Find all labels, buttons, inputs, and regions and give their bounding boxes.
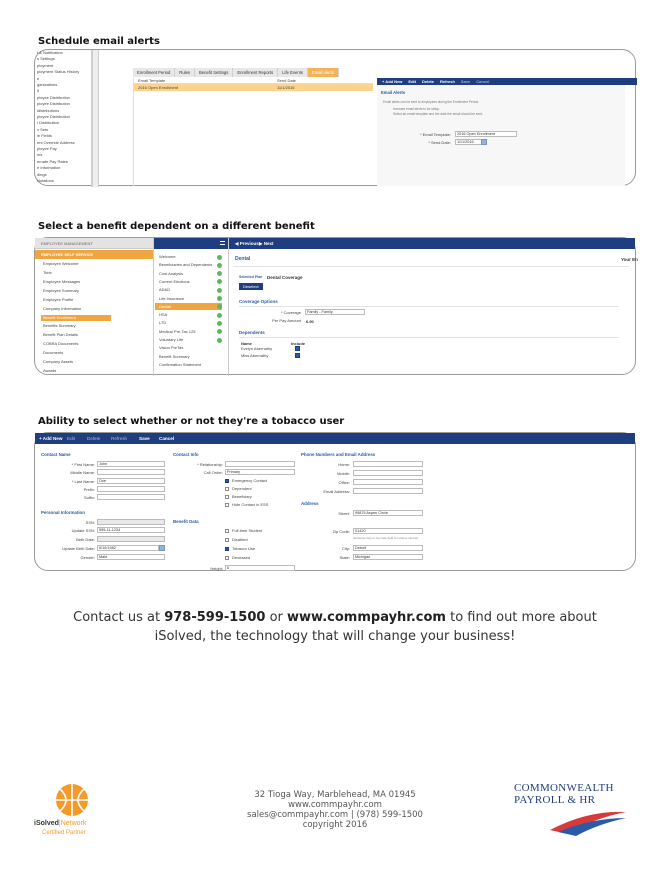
your-enrollment-cut: Your En xyxy=(621,257,638,262)
dependent-name: Evelyn Abernathy xyxy=(241,346,273,351)
beneficiary-checkbox[interactable] xyxy=(225,495,229,499)
isolved-network-logo xyxy=(34,782,114,842)
coverage-options-heading: Coverage Options xyxy=(239,299,278,304)
editor-toolbar xyxy=(377,78,637,85)
nav-item[interactable]: Employee Profile xyxy=(43,296,74,302)
employee-self-service-group[interactable] xyxy=(35,250,153,259)
calendar-icon[interactable] xyxy=(481,139,487,145)
tab-rules[interactable]: Rules xyxy=(175,68,195,77)
status-check-icon xyxy=(217,321,222,326)
last-name-label: * Last Name: xyxy=(71,479,95,484)
edit-button[interactable]: Edit xyxy=(67,436,75,441)
previous-button[interactable]: ◀ Previous xyxy=(235,241,259,246)
contact-line-2: iSolved, the technology that will change your business! xyxy=(154,629,516,644)
footer-email-phone[interactable]: sales@commpayhr.com | (978) 599-1500 xyxy=(247,810,423,820)
email-alerts-screenshot xyxy=(34,49,636,186)
height-label: Height: xyxy=(210,566,223,571)
ssn-input[interactable] xyxy=(97,519,165,525)
per-pay-label: Per Pay Amount xyxy=(272,318,301,323)
step-item[interactable]: Medical Pre-Tax 125 xyxy=(159,328,196,334)
delete-button[interactable]: Delete xyxy=(421,79,434,84)
edit-button[interactable]: Edit xyxy=(408,79,416,84)
include-checkbox[interactable] xyxy=(295,346,300,351)
tab-email-alerts[interactable]: Email Alerts xyxy=(308,68,339,77)
zip-hint: (Hit Enter Key in zip code field to retrieve city list) xyxy=(353,536,419,540)
template-label: * Email Template: xyxy=(419,132,451,137)
grid-cell-date: 11/1/2016 xyxy=(277,84,295,90)
left-menu-item[interactable]: ldistributions xyxy=(37,107,60,113)
home-phone-input[interactable] xyxy=(353,461,423,467)
nav-item[interactable]: Awards xyxy=(43,367,57,373)
step-item[interactable]: HSA xyxy=(159,312,168,318)
hide-contact-checkbox[interactable] xyxy=(225,503,229,507)
left-menu-item[interactable]: s Settings xyxy=(37,56,55,62)
cpr-line-2: PAYROLL & HR xyxy=(514,794,596,806)
left-menu-item[interactable]: ployee Pay xyxy=(37,146,57,151)
left-menu-item[interactable]: e Information xyxy=(37,165,61,171)
save-button[interactable]: Save xyxy=(460,79,471,84)
address-heading: Address xyxy=(301,501,319,506)
step-item[interactable]: Cost Analysis xyxy=(159,270,184,276)
street-label: Street: xyxy=(338,511,350,516)
contact-pre: Contact us at xyxy=(73,610,165,625)
save-button[interactable]: Save xyxy=(139,436,150,441)
first-name-input[interactable]: John xyxy=(97,461,165,467)
suffix-label: Suffix: xyxy=(83,495,95,500)
step-item[interactable]: Vision PreTax xyxy=(159,345,184,351)
status-check-icon xyxy=(217,313,222,318)
left-menu-item[interactable]: ernate Pay Rates xyxy=(37,158,68,164)
left-menu-item[interactable]: ployee Distribution xyxy=(37,94,70,100)
section-title-dependent-benefit: Select a benefit dependent on a different benefit xyxy=(38,221,315,232)
template-select[interactable]: 2016 Open Enrollment xyxy=(455,131,517,137)
dependent-label: Dependent xyxy=(232,486,252,491)
employee-management-header[interactable] xyxy=(35,238,153,249)
dep-header-include: Include xyxy=(291,341,306,346)
editor-pane xyxy=(377,85,625,186)
nav-item[interactable]: Employee Messages xyxy=(43,278,81,284)
calendar-icon[interactable] xyxy=(159,545,165,551)
section-title-tobacco: Ability to select whether or not they're a tobacco user xyxy=(38,416,345,427)
phone-email-heading: Phone Numbers and Email Address xyxy=(301,452,376,457)
call-order-label: Call Order: xyxy=(203,470,223,475)
tab-enrollment-reports[interactable]: Enrollment Reports xyxy=(233,68,278,77)
contact-line-1 xyxy=(0,608,670,628)
selected-plan-label: Selected Plan xyxy=(239,275,263,279)
step-item[interactable]: Current Elections xyxy=(159,278,190,284)
tab-enrollment-period[interactable]: Enrollment Period xyxy=(133,68,175,77)
left-menu-item[interactable]: ployee Distribution xyxy=(37,101,70,107)
contact-name-heading: Contact Name xyxy=(41,452,71,457)
selected-plan-value: Dental Coverage xyxy=(267,275,303,280)
middle-name-input[interactable] xyxy=(97,469,165,475)
nav-item[interactable]: Benefit Plan Details xyxy=(43,332,78,338)
enrollment-tabs xyxy=(133,68,339,77)
deceased-checkbox[interactable] xyxy=(225,556,229,560)
office-label: Office: xyxy=(338,480,350,485)
step-item[interactable]: Beneficiaries and Dependents xyxy=(159,262,213,268)
cancel-button[interactable]: Cancel xyxy=(159,436,175,441)
next-button[interactable]: ▶ Next xyxy=(259,241,274,246)
footer-web[interactable]: www.commpayhr.com xyxy=(288,800,382,810)
pane-description: Email alerts can be sent to employees during the Enrollment Period. xyxy=(383,100,480,104)
disabled-label: Disabled xyxy=(232,537,248,542)
contact-info-heading: Contact Info xyxy=(173,452,199,457)
office-phone-input[interactable] xyxy=(353,479,423,485)
status-check-icon xyxy=(217,255,222,260)
email-template-grid xyxy=(133,78,373,186)
step-item[interactable]: Benefit Summary xyxy=(159,353,190,359)
swoosh-icon xyxy=(548,808,628,836)
per-pay-value: 6.90 xyxy=(306,319,314,324)
contact-post: to find out more about xyxy=(445,610,597,625)
steps-header xyxy=(154,238,228,249)
zip-label: Zip Code: xyxy=(332,529,350,534)
enrollment-steps xyxy=(153,238,229,376)
mobile-phone-input[interactable] xyxy=(353,470,423,476)
nav-item[interactable]: Documents xyxy=(43,350,64,355)
pane-nav-bar xyxy=(229,238,635,249)
certified-partner: Certified Partner xyxy=(42,830,86,836)
dental-pane xyxy=(229,238,638,376)
left-menu-item[interactable]: x Sets xyxy=(37,126,49,132)
status-check-icon xyxy=(217,296,222,301)
coverage-select[interactable]: Family - Family xyxy=(305,309,365,315)
dependent-name: Miss Abernathy xyxy=(241,353,269,358)
suffix-input[interactable] xyxy=(97,494,165,500)
left-menu-item[interactable]: Il xyxy=(37,88,39,94)
state-label: State: xyxy=(339,555,350,560)
state-select[interactable]: Michigan xyxy=(353,554,423,560)
add-new-button[interactable]: + Add New xyxy=(382,79,403,84)
nav-item[interactable]: Employee Summary xyxy=(43,287,80,293)
cpr-line-1: COMMONWEALTH xyxy=(514,782,614,794)
relationship-select[interactable] xyxy=(225,461,295,467)
pane-bullet: Select an email template and the date the email should be sent. xyxy=(393,112,483,116)
dependents-heading: Dependents xyxy=(239,330,265,335)
left-menu-item[interactable]: dings xyxy=(37,171,47,177)
grid-header-template[interactable]: Email Template xyxy=(138,78,166,83)
left-menu-item[interactable]: ent Override Address xyxy=(37,139,75,145)
contact-phone[interactable]: 978-599-1500 xyxy=(164,610,266,625)
footer-address-block xyxy=(215,790,455,830)
step-item[interactable]: Dental xyxy=(159,303,171,309)
update-ssn-input[interactable]: 555-11-1234 xyxy=(97,527,165,533)
deselect-button[interactable]: Deselect xyxy=(239,283,263,290)
include-checkbox[interactable] xyxy=(295,353,300,358)
birth-date-label: Birth Date: xyxy=(76,537,95,542)
isolved-wordmark: iSolved|Network xyxy=(34,820,87,827)
dep-header-name: Name xyxy=(241,341,252,346)
dental-heading: Dental xyxy=(235,256,251,262)
update-ssn-label: Update SSN: xyxy=(71,528,95,533)
last-name-input[interactable]: Doe xyxy=(97,478,165,484)
ssn-label: SSN: xyxy=(85,520,95,525)
update-birth-label: Update Birth Date: xyxy=(62,546,95,551)
dependent-checkbox[interactable] xyxy=(225,487,229,491)
email-alert-editor xyxy=(377,78,637,186)
gender-label: Gender: xyxy=(80,555,95,560)
left-menu-item[interactable]: le Fields xyxy=(37,133,52,139)
emergency-contact-checkbox[interactable] xyxy=(225,479,229,483)
benefit-data-heading: Benefit Data xyxy=(173,519,199,524)
coverage-label: * Coverage xyxy=(280,310,301,315)
left-menu-item[interactable]: ployment xyxy=(37,62,54,68)
status-check-icon xyxy=(217,338,222,343)
deceased-label: Deceased xyxy=(232,555,251,560)
left-menu-scrollbar[interactable] xyxy=(93,50,99,187)
left-menu-item[interactable]: ganizations xyxy=(37,82,58,87)
prefix-input[interactable] xyxy=(97,486,165,492)
step-item[interactable]: Life Insurance xyxy=(159,295,185,301)
city-select[interactable]: Detroit xyxy=(353,545,423,551)
email-label: Email Address: xyxy=(323,489,350,494)
send-date-input[interactable]: 11/1/2016 xyxy=(455,139,483,145)
street-input[interactable]: 99876 Aspen Circle xyxy=(353,510,423,516)
disabled-checkbox[interactable] xyxy=(225,538,229,542)
step-item[interactable]: Confirmation Statement xyxy=(159,361,202,367)
tab-life-events[interactable]: Life Events xyxy=(278,68,308,77)
list-icon[interactable] xyxy=(220,241,225,245)
first-name-label: * First Name: xyxy=(71,462,95,467)
status-check-icon xyxy=(217,279,222,284)
contact-url[interactable]: www.commpayhr.com xyxy=(287,610,446,625)
relationship-label: * Relationship: xyxy=(197,462,223,467)
status-check-icon xyxy=(217,271,222,276)
contact-form-screenshot xyxy=(34,432,636,571)
send-date-label: * Send Date: xyxy=(428,140,451,145)
tobacco-use-label: Tobacco Use xyxy=(232,546,256,551)
beneficiary-label: Beneficiary xyxy=(232,494,252,499)
left-menu xyxy=(35,50,93,187)
status-check-icon xyxy=(217,329,222,334)
cpr-wordmark xyxy=(514,782,614,806)
hide-contact-label: Hide Contact in ESS xyxy=(232,502,269,507)
basketball-icon xyxy=(54,782,90,818)
left-menu-item[interactable]: t & Notification xyxy=(37,50,63,55)
tab-benefit-settings[interactable]: Benefit Settings xyxy=(195,68,233,77)
footer-copyright: copyright 2016 xyxy=(302,820,368,830)
left-menu-item[interactable]: Notations xyxy=(37,178,54,183)
nav-item[interactable]: Company Assets xyxy=(43,358,74,364)
section-title-email-alerts: Schedule email alerts xyxy=(38,36,160,47)
left-menu-item[interactable]: ployment Status History xyxy=(37,69,80,75)
emergency-contact-label: Emergency Contact xyxy=(232,478,268,483)
nav-item[interactable]: COBRA Documents xyxy=(43,341,79,347)
middle-name-label: Middle Name: xyxy=(70,470,95,475)
full-time-student-label: Full-time Student xyxy=(232,528,263,533)
city-label: City: xyxy=(342,546,350,551)
step-item[interactable]: Voluntary Life xyxy=(159,337,184,342)
pane-bullet: Increase email alerts to be setup. xyxy=(393,107,440,111)
pane-title: Email Alerts xyxy=(381,90,406,95)
step-item[interactable]: LTD xyxy=(159,320,167,326)
employee-self-service-label: EMPLOYEE SELF SERVICE xyxy=(41,251,94,257)
contact-mid: or xyxy=(265,610,288,625)
refresh-button[interactable]: Refresh xyxy=(440,79,455,84)
left-menu-item[interactable]: l Distribution xyxy=(37,120,60,126)
delete-button[interactable]: Delete xyxy=(87,436,101,441)
zip-input[interactable]: 01420 xyxy=(353,528,423,534)
footer-address: 32 Tioga Way, Marblehead, MA 01945 xyxy=(254,790,416,800)
step-item[interactable]: Welcome xyxy=(159,254,176,259)
status-check-icon xyxy=(217,263,222,268)
call-order-select[interactable]: Primary xyxy=(225,469,295,475)
update-birth-input[interactable]: 6/16/1982 xyxy=(97,545,159,551)
employee-management-label: EMPLOYEE MANAGEMENT xyxy=(41,241,93,246)
grid-row[interactable] xyxy=(134,84,373,91)
cancel-button[interactable]: Cancel xyxy=(476,79,490,84)
benefit-enrollment-screenshot xyxy=(34,237,636,375)
personal-info-heading: Personal Information xyxy=(41,510,85,515)
prefix-label: Prefix: xyxy=(83,487,95,492)
nav-item[interactable]: Company Information xyxy=(43,305,82,311)
height-input[interactable]: 6 xyxy=(225,565,295,571)
refresh-button[interactable]: Refresh xyxy=(111,436,128,441)
tobacco-use-checkbox[interactable] xyxy=(225,547,229,551)
nav-item[interactable]: Benefit Enrollment xyxy=(41,315,111,321)
nav-item[interactable]: Benefits Summary xyxy=(43,323,76,329)
left-menu-item[interactable]: ployee Distribution xyxy=(37,114,70,119)
left-menu-item[interactable]: e xyxy=(37,75,40,81)
nav-item[interactable]: Employee Welcome xyxy=(43,261,79,266)
birth-date-input[interactable] xyxy=(97,536,165,542)
add-new-button[interactable]: + Add New xyxy=(39,436,63,441)
full-time-student-checkbox[interactable] xyxy=(225,529,229,533)
form-toolbar xyxy=(35,433,635,444)
step-item[interactable]: AD&D xyxy=(159,287,171,293)
grid-header-send-date[interactable]: Send Date xyxy=(277,78,296,83)
email-input[interactable] xyxy=(353,488,423,494)
home-label: Home: xyxy=(338,462,350,467)
gender-select[interactable]: Male xyxy=(97,554,165,560)
nav-item[interactable]: Time xyxy=(43,269,52,275)
left-menu-item[interactable]: ms xyxy=(37,152,43,158)
mobile-label: Mobile: xyxy=(337,471,350,476)
grid-cell-template: 2016 Open Enrollment xyxy=(138,84,179,90)
status-check-icon xyxy=(217,288,222,293)
commonwealth-payroll-logo xyxy=(508,782,632,842)
